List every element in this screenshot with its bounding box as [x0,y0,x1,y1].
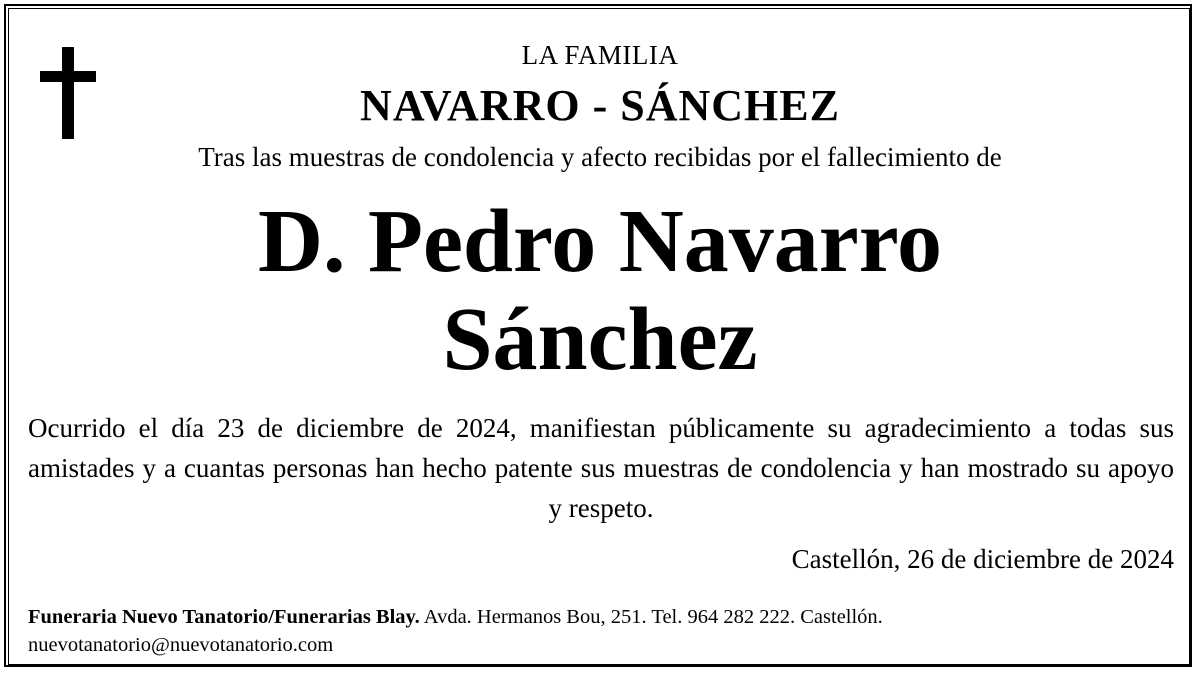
deceased-name [0,193,1200,389]
funeral-home-email: nuevotanatorio@nuevotanatorio.com [28,634,334,656]
funeral-home-address: Avda. Hermanos Bou, 251. Tel. 964 282 222. Castellón. [423,606,883,628]
funeral-home-name: Funeraria Nuevo Tanatorio/Funerarias Blay. [28,606,420,628]
deceased-name-line-1: D. Pedro Navarro [257,192,943,291]
family-name: NAVARRO - SÁNCHEZ [360,81,840,130]
place-date: Castellón, 26 de diciembre de 2024 [791,544,1174,574]
gratitude-text: Ocurrido el día 23 de diciembre de 2024, manifiestan públicamente su agradecimiento a todas sus amistades y a cuantas personas han hecho patente sus muestras de condolencia y han mostrado su apoyo y respeto. [28,413,1174,523]
funeral-home-footer [28,603,1168,659]
deceased-name-line-2: Sánchez [442,290,758,389]
intro-text: Tras las muestras de condolencia y afecto recibidas por el fallecimiento de [198,142,1002,172]
family-label: LA FAMILIA [521,40,679,70]
